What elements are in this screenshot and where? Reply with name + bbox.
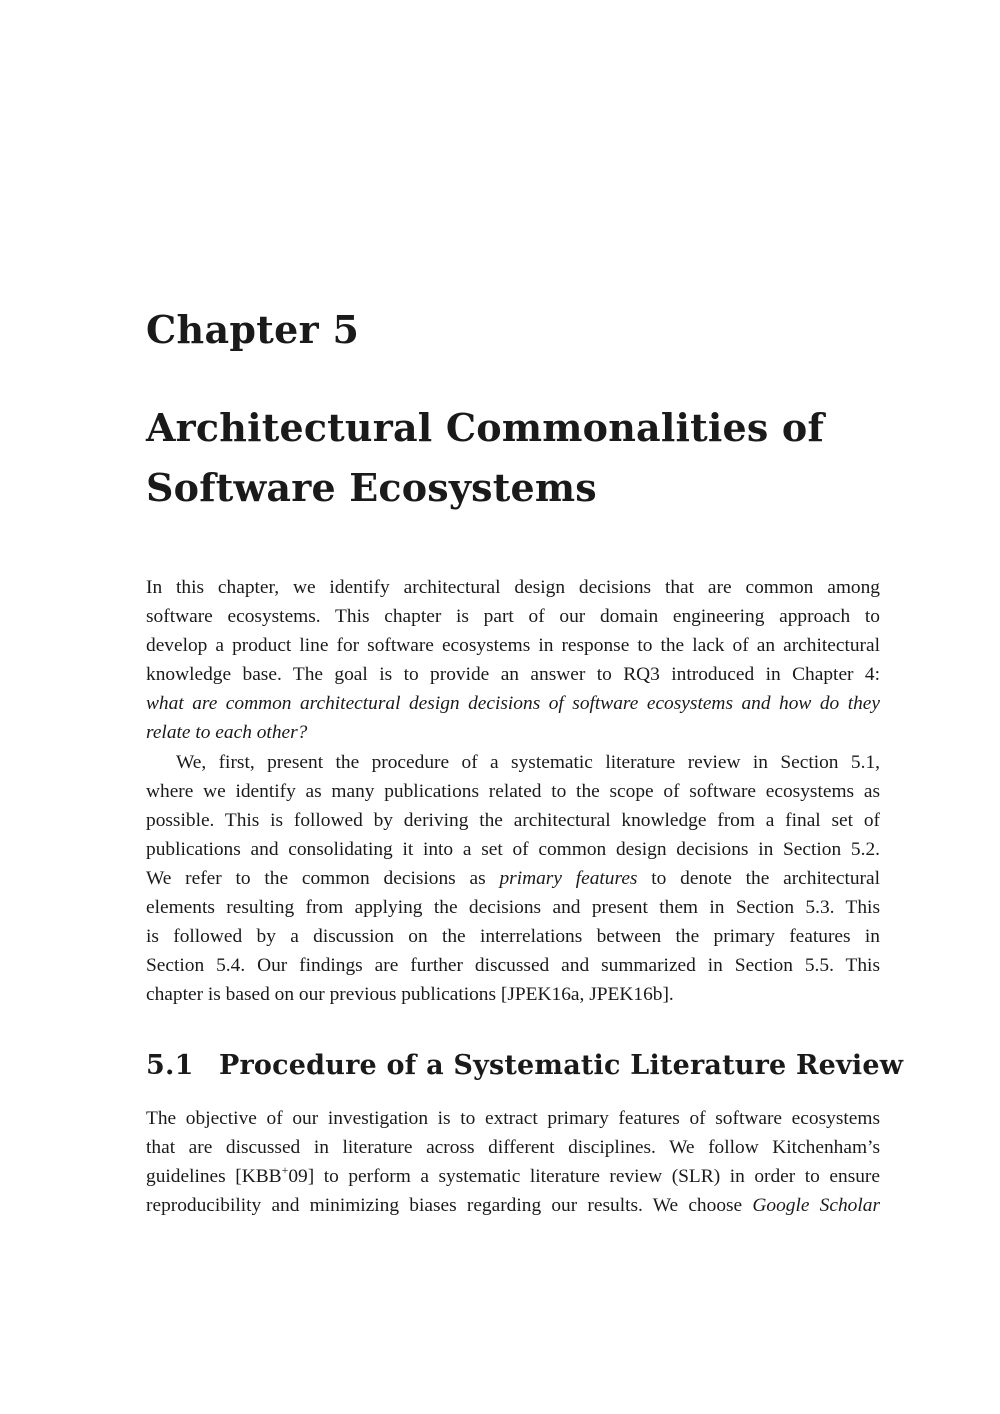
text-line: develop a product line for software ecosystems in response to the lack of an architectural bbox=[146, 635, 880, 657]
text-line bbox=[146, 864, 880, 893]
section-heading bbox=[146, 1046, 903, 1086]
text-line: publications and consolidating it into a set of common design decisions in Section 5.2. bbox=[146, 838, 880, 860]
section-number: 5.1 bbox=[146, 1050, 194, 1081]
text-line: chapter is based on our previous publications [JPEK16a, JPEK16b]. bbox=[146, 984, 674, 1006]
section-title: Procedure of a Systematic Literature Review bbox=[219, 1050, 904, 1081]
emphasis-term: primary features bbox=[499, 867, 638, 889]
text-fragment: We refer to the common decisions as bbox=[146, 867, 500, 889]
section-text bbox=[146, 1104, 880, 1220]
text-fragment: guidelines [KBB bbox=[146, 1166, 282, 1188]
chapter-title-line-1: Architectural Commonalities of bbox=[146, 405, 825, 450]
text-line: The objective of our investigation is to extract primary features of software ecosystems bbox=[146, 1108, 880, 1129]
text-line: In this chapter, we identify architectural design decisions that are common among bbox=[146, 577, 880, 598]
text-fragment: 09] to perform a systematic literature review (SLR) in order to ensure bbox=[288, 1166, 880, 1188]
text-line: that are discussed in literature across different disciplines. We follow Kitchenham’s bbox=[146, 1137, 880, 1159]
text-line: where we identify as many publications related to the scope of software ecosystems as bbox=[146, 780, 880, 802]
chapter-title bbox=[146, 398, 880, 518]
citation-superscript: + bbox=[281, 1163, 289, 1178]
text-line bbox=[146, 1191, 880, 1220]
research-question-text: what are common architectural design decisions of software ecosystems and how do they bbox=[146, 693, 880, 715]
text-line: Section 5.4. Our findings are further discussed and summarized in Section 5.5. This bbox=[146, 955, 880, 977]
text-line: is followed by a discussion on the interrelations between the primary features in bbox=[146, 926, 880, 948]
text-line bbox=[146, 1162, 880, 1191]
chapter-label: Chapter 5 bbox=[146, 307, 360, 352]
text-line: software ecosystems. This chapter is part of our domain engineering approach to bbox=[146, 606, 880, 628]
chapter-title-line-2: Software Ecosystems bbox=[146, 465, 597, 510]
text-line: We, first, present the procedure of a systematic literature review in Section 5.1, bbox=[176, 751, 880, 773]
research-question-text: relate to each other? bbox=[146, 722, 308, 744]
text-line bbox=[146, 718, 880, 747]
text-line: knowledge base. The goal is to provide an answer to RQ3 introduced in Chapter 4: bbox=[146, 664, 880, 686]
text-line: elements resulting from applying the decisions and present them in Section 5.3. This bbox=[146, 897, 880, 919]
text-line bbox=[146, 689, 880, 718]
intro-text bbox=[146, 573, 880, 1009]
text-fragment: to denote the architectural bbox=[637, 867, 881, 889]
text-line: possible. This is followed by deriving the architectural knowledge from a final set of bbox=[146, 809, 880, 831]
text-fragment: reproducibility and minimizing biases regarding our results. We choose bbox=[146, 1195, 753, 1217]
emphasis-term: Google Scholar bbox=[752, 1195, 880, 1217]
